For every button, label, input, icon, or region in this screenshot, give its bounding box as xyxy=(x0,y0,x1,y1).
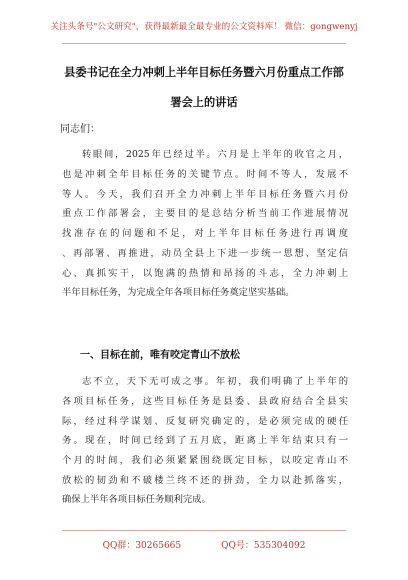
section-paragraph-line: 志不立，天下无可成之事。年初，我们明确了上半年的 xyxy=(82,376,348,387)
intro-paragraph-line: 心、真抓实干，以饱满的热情和昂扬的斗志，全力冲刺上 xyxy=(62,268,348,279)
intro-paragraph-line: 半年目标任务，为完成全年各项目标任务奠定坚实基础。 xyxy=(62,287,295,298)
intro-paragraph-line: 、再部署、再推进，动员全县上下进一步统一思想、坚定信 xyxy=(62,248,348,259)
document-title-line-1: 县委书记在全力冲刺上半年目标任务暨六月份重点工作部 xyxy=(64,65,344,79)
intro-paragraph-line: 找准存在的问题和不足，对上半年目标任务进行再调度 xyxy=(62,228,348,239)
section-heading: 一、目标在前，唯有咬定青山不放松 xyxy=(80,350,240,361)
footer-contacts xyxy=(0,538,408,551)
intro-paragraph-line: 等人。今天，我们召开全力冲刺上半年目标任务暨六月份 xyxy=(62,189,348,200)
footer-qq-group: QQ群：30265665 xyxy=(102,541,182,551)
footer-qq-number: QQ号：535304092 xyxy=(221,541,306,551)
section-paragraph-line: 际，经过科学谋划、反复研究确定的，是必须完成的硬任 xyxy=(62,416,348,427)
section-paragraph-line: 各项目标任务，这些目标任务是县委、县政府结合全县实 xyxy=(62,396,348,407)
intro-paragraph-line: 也是冲刺全年目标任务的关键节点。时间不等人，发展不 xyxy=(62,169,348,180)
header-divider xyxy=(62,43,346,44)
section-paragraph-line: 务。现在，时间已经到了五月底，距离上半年结束只有一 xyxy=(62,435,348,446)
section-paragraph-line: 个月的时间，我们必须紧紧围绕既定目标，以咬定青山不 xyxy=(62,455,348,466)
section-paragraph-line: 确保上半年各项目标任务顺利完成。 xyxy=(62,494,211,505)
intro-paragraph-line: 转眼间，2025年已经过半。六月是上半年的收官之月， xyxy=(82,149,348,160)
footer-divider xyxy=(62,530,346,531)
document-title-line-2: 署会上的讲话 xyxy=(170,95,238,109)
intro-paragraph-line: 重点工作部署会，主要目的是总结分析当前工作进展情况 xyxy=(62,208,348,219)
greeting: 同志们： xyxy=(60,124,100,135)
section-paragraph-line: 放松的韧劲和不破楼兰终不还的拼劲，全力以赴抓落实， xyxy=(62,475,348,486)
header-banner: 关注头条号"公文研究"，获得最新最全最专业的公文资料库！ 微信：gongwenyj xyxy=(50,22,358,32)
